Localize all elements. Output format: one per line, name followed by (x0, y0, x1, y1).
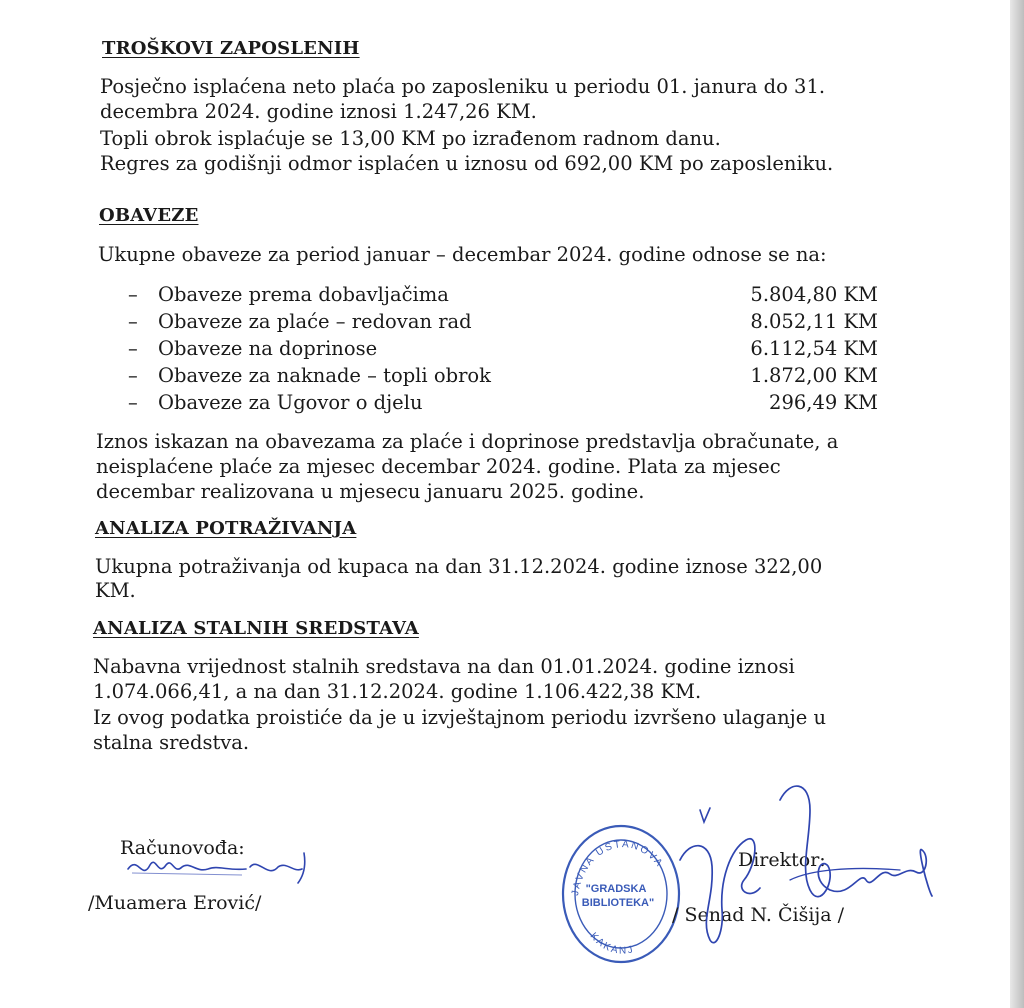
stalna-sredstva-paragraph (93, 655, 826, 755)
heading-analiza-potrazivanja: ANALIZA POTRAŽIVANJA (95, 518, 357, 539)
list-item (118, 391, 878, 418)
list-dash: – (128, 283, 138, 306)
heading-analiza-stalnih-sredstava: ANALIZA STALNIH SREDSTAVA (93, 618, 419, 639)
troskovi-paragraph (100, 75, 833, 176)
item-amount: 1.872,00 KM (750, 364, 878, 387)
heading-troskovi-zaposlenih: TROŠKOVI ZAPOSLENIH (102, 38, 360, 59)
director-signature (660, 770, 960, 980)
stamp-line-2: BIBLIOTEKA" (581, 897, 655, 909)
list-item (118, 310, 878, 337)
accountant-title: Računovođa: (120, 837, 245, 859)
text-line: decembar realizovana u mjesecu januaru 2025. godine. (96, 480, 645, 503)
text-line: Iznos iskazan na obavezama za plaće i doprinose predstavlja obračunate, a (96, 430, 839, 453)
accountant-name: /Muamera Erović/ (88, 892, 262, 914)
list-dash: – (128, 310, 138, 333)
potrazivanja-paragraph (95, 555, 822, 603)
text-line: Nabavna vrijednost stalnih sredstava na dan 01.01.2024. godine iznosi (93, 655, 795, 678)
text-line: 1.074.066,41, a na dan 31.12.2024. godine 1.106.422,38 KM. (93, 680, 702, 703)
item-label: Obaveze za naknade – topli obrok (158, 364, 491, 387)
accountant-signature (118, 843, 324, 891)
stamp-line-1: "GRADSKA (585, 883, 647, 895)
obaveze-note (96, 430, 838, 504)
text-line: Regres za godišnji odmor isplaćen u iznosu od 692,00 KM po zaposleniku. (100, 152, 834, 175)
heading-obaveze: OBAVEZE (99, 205, 199, 226)
director-name: / Senad N. Čišija / (672, 904, 845, 926)
page-edge-shadow (1010, 0, 1024, 1008)
text-line: KM. (95, 579, 136, 602)
text-line: neisplaćene plaće za mjesec decembar 2024. godine. Plata za mjesec (96, 455, 781, 478)
text-line: Ukupna potraživanja od kupaca na dan 31.12.2024. godine iznose 322,00 (95, 555, 823, 578)
obaveze-intro: Ukupne obaveze za period januar – decembar 2024. godine odnose se na: (98, 243, 827, 266)
item-amount: 5.804,80 KM (750, 283, 878, 306)
item-label: Obaveze za plaće – redovan rad (158, 310, 472, 333)
list-dash: – (128, 391, 138, 414)
stamp-bottom-text: KAKANJ (587, 930, 636, 957)
obaveze-list (118, 283, 878, 418)
list-item (118, 337, 878, 364)
list-item (118, 364, 878, 391)
item-label: Obaveze za Ugovor o djelu (158, 391, 423, 414)
item-label: Obaveze na doprinose (158, 337, 378, 360)
director-title: Direktor: (738, 849, 826, 871)
list-item (118, 283, 878, 310)
text-line: Posječno isplaćena neto plaća po zaposleniku u periodu 01. janura do 31. (100, 75, 826, 98)
stamp-top-text: JAVNA USTANOVA (570, 839, 666, 897)
item-amount: 6.112,54 KM (750, 337, 878, 360)
list-dash: – (128, 364, 138, 387)
text-line: stalna sredstva. (93, 731, 250, 754)
text-line: Iz ovog podatka proistiće da je u izvještajnom periodu izvršeno ulaganje u (93, 706, 827, 729)
text-line: decembra 2024. godine iznosi 1.247,26 KM. (100, 100, 537, 123)
item-amount: 296,49 KM (769, 391, 878, 414)
list-dash: – (128, 337, 138, 360)
text-line: Topli obrok isplaćuje se 13,00 KM po izrađenom radnom danu. (100, 127, 721, 150)
item-label: Obaveze prema dobavljačima (158, 283, 449, 306)
item-amount: 8.052,11 KM (750, 310, 878, 333)
